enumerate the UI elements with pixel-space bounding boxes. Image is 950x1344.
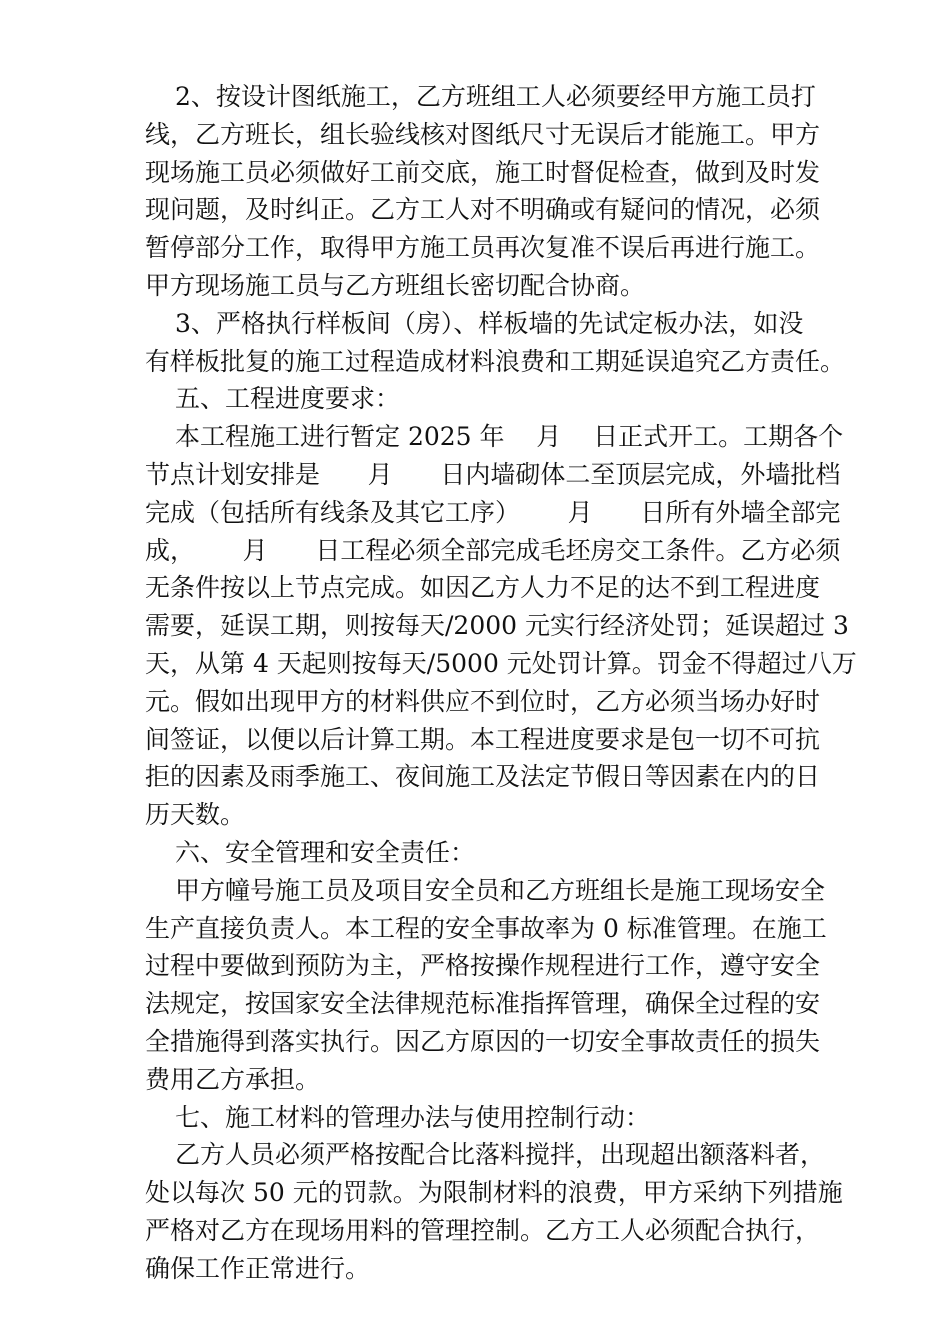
paragraph-3-line-2: 有样板批复的施工过程造成材料浪费和工期延误追究乙方责任。: [145, 346, 846, 376]
section-5-line-2: 节点计划安排是 月 日内墙砌体二至顶层完成，外墙批档: [145, 459, 841, 489]
section-5-line-6: 需要，延误工期，则按每天/2000 元实行经济处罚；延误超过 3: [145, 611, 849, 641]
paragraph-2-line-6: 甲方现场施工员与乙方班组长密切配合协商。: [145, 270, 646, 300]
section-6-line-3: 过程中要做到预防为主，严格按操作规程进行工作，遵守安全: [145, 951, 821, 981]
section-5-line-3: 完成（包括所有线条及其它工序） 月 日所有外墙全部完: [145, 497, 841, 527]
paragraph-2-line-2: 线，乙方班长，组长验线核对图纸尺寸无误后才能施工。甲方: [145, 119, 821, 149]
paragraph-2-line-1: 2、按设计图纸施工，乙方班组工人必须要经甲方施工员打: [175, 82, 816, 111]
section-6-line-1: 甲方幢号施工员及项目安全员和乙方班组长是施工现场安全: [175, 875, 826, 905]
section-5-line-10: 拒的因素及雨季施工、夜间施工及法定节假日等因素在内的日: [145, 762, 821, 792]
paragraph-3-line-1: 3、严格执行样板间（房）、样板墙的先试定板办法，如没: [175, 308, 804, 338]
section-6-line-2: 生产直接负责人。本工程的安全事故率为 0 标准管理。在施工: [145, 913, 827, 943]
section-5-line-4: 成， 月 日工程必须全部完成毛坯房交工条件。乙方必须: [145, 535, 841, 565]
section-7-line-1: 乙方人员必须严格按配合比落料搅拌，出现超出额落料者，: [175, 1140, 826, 1170]
section-5-line-1: 本工程施工进行暂定 2025 年 月 日正式开工。工期各个: [175, 422, 844, 452]
section-7-heading: 七、施工材料的管理办法与使用控制行动：: [175, 1102, 651, 1132]
paragraph-2-line-3: 现场施工员必须做好工前交底，施工时督促检查，做到及时发: [145, 157, 821, 187]
section-6-heading: 六、安全管理和安全责任：: [175, 837, 476, 867]
paragraph-2-line-5: 暂停部分工作，取得甲方施工员再次复准不误后再进行施工。: [145, 233, 821, 263]
section-5-line-8: 元。假如出现甲方的材料供应不到位时，乙方必须当场办好时: [145, 686, 821, 716]
document-body: [145, 78, 857, 1288]
section-5-line-11: 历天数。: [145, 800, 246, 830]
section-5-line-7: 天，从第 4 天起则按每天/5000 元处罚计算。罚金不得超过八万: [145, 648, 857, 678]
section-6-line-6: 费用乙方承担。: [145, 1064, 321, 1094]
section-7-line-3: 严格对乙方在现场用料的管理控制。乙方工人必须配合执行，: [145, 1215, 821, 1245]
section-6-line-4: 法规定，按国家安全法律规范标准指挥管理，确保全过程的安: [145, 989, 821, 1019]
section-6-line-5: 全措施得到落实执行。因乙方原因的一切安全事故责任的损失: [145, 1026, 821, 1056]
section-5-line-5: 无条件按以上节点完成。如因乙方人力不足的达不到工程进度: [145, 573, 821, 603]
section-5-heading: 五、工程进度要求：: [175, 384, 401, 414]
section-7-line-4: 确保工作正常进行。: [145, 1253, 371, 1283]
paragraph-2-line-4: 现问题，及时纠正。乙方工人对不明确或有疑问的情况，必须: [145, 195, 821, 225]
section-5-line-9: 间签证，以便以后计算工期。本工程进度要求是包一切不可抗: [145, 724, 821, 754]
section-7-line-2: 处以每次 50 元的罚款。为限制材料的浪费，甲方采纳下列措施: [145, 1178, 843, 1208]
